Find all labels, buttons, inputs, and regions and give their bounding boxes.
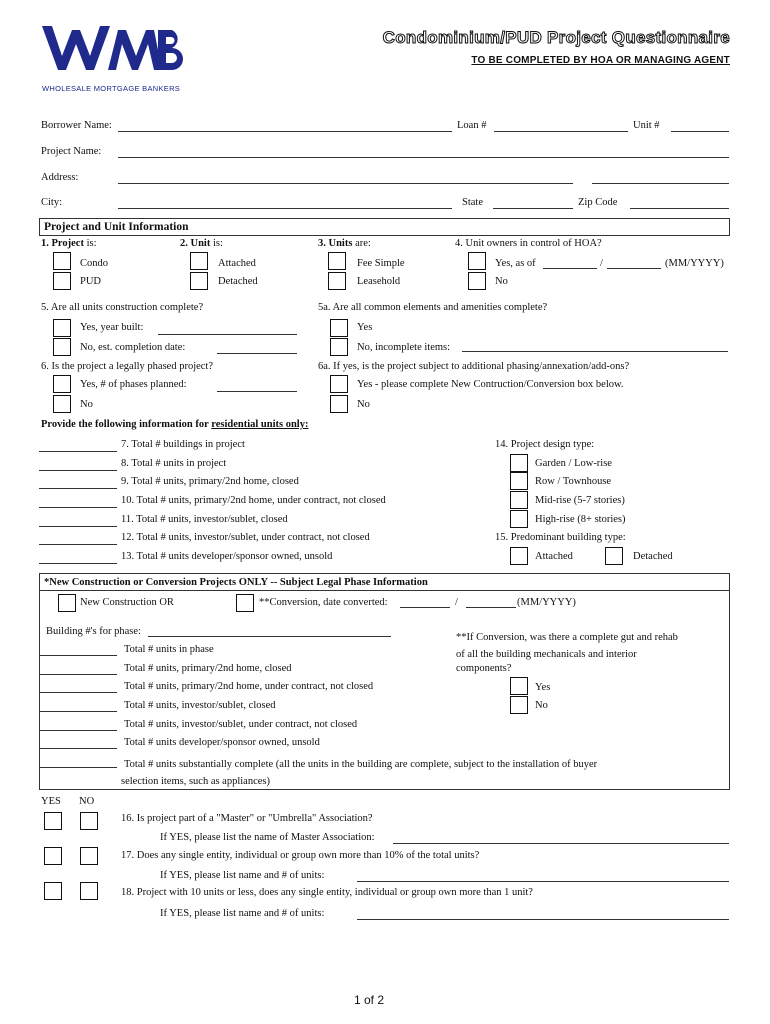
phase-row-3-field[interactable] xyxy=(40,692,117,693)
q2-detached-label: Detached xyxy=(218,276,258,287)
q6-no-checkbox[interactable] xyxy=(53,395,71,413)
loan-label: Loan # xyxy=(457,120,487,131)
q1-condo-checkbox[interactable] xyxy=(53,252,71,270)
q6-phases-field[interactable] xyxy=(217,391,297,392)
conversion-question-line1: **If Conversion, was there a complete gut and rehab xyxy=(456,632,678,643)
new-construction-checkbox[interactable] xyxy=(58,594,76,612)
address-field-2[interactable] xyxy=(592,183,729,184)
q4-no-label: No xyxy=(495,276,508,287)
q6-yes-checkbox[interactable] xyxy=(53,375,71,393)
q6a-yes-label: Yes - please complete New Contruction/Conversion box below. xyxy=(357,379,624,390)
phase-row-4-label: Total # units, investor/sublet, closed xyxy=(124,700,276,711)
q1-condo-label: Condo xyxy=(80,258,109,269)
q1-pud-checkbox[interactable] xyxy=(53,272,71,290)
q6a-no-checkbox[interactable] xyxy=(330,395,348,413)
total-13-field[interactable] xyxy=(39,563,117,564)
conversion-gut-yes-checkbox[interactable] xyxy=(510,677,528,695)
q14-garden-checkbox[interactable] xyxy=(510,454,528,472)
page-title: Condominium/PUD Project Questionnaire xyxy=(382,28,730,47)
unit-field[interactable] xyxy=(671,131,729,132)
borrower-name-label: Borrower Name: xyxy=(41,120,112,131)
page-subtitle: TO BE COMPLETED BY HOA OR MANAGING AGENT xyxy=(471,55,730,66)
zip-label: Zip Code xyxy=(578,197,618,208)
q5a-incomplete-items-field[interactable] xyxy=(462,351,728,352)
q4-year-field[interactable] xyxy=(607,268,661,269)
q15-detached-label: Detached xyxy=(633,551,673,562)
q5-yes-checkbox[interactable] xyxy=(53,319,71,337)
q14-row-checkbox[interactable] xyxy=(510,472,528,490)
q5a-yes-checkbox[interactable] xyxy=(330,319,348,337)
q5-no-label: No, est. completion date: xyxy=(80,342,186,353)
phase-row-1-label: Total # units in phase xyxy=(124,644,214,655)
phase-row-5-field[interactable] xyxy=(40,730,117,731)
q5-completion-date-field[interactable] xyxy=(217,353,297,354)
address-field[interactable] xyxy=(118,183,573,184)
total-13-label: 13. Total # units developer/sponsor owned, unsold xyxy=(121,551,333,562)
q16-no-checkbox[interactable] xyxy=(80,812,98,830)
unit-label: Unit # xyxy=(633,120,660,131)
wmb-logo-icon xyxy=(40,22,186,74)
q5-year-built-field[interactable] xyxy=(158,334,297,335)
building-numbers-label: Building #'s for phase: xyxy=(46,626,141,637)
conversion-question-line2: of all the building mechanicals and interior xyxy=(456,649,637,660)
q3-leasehold-label: Leasehold xyxy=(357,276,401,287)
phase-row-1-field[interactable] xyxy=(40,655,117,656)
logo-tagline: WHOLESALE MORTGAGE BANKERS xyxy=(42,84,181,93)
residential-instruction: Provide the following information for residential units only: xyxy=(41,419,309,430)
q15-label: 15. Predominant building type: xyxy=(495,532,626,543)
q17-sub-label: If YES, please list name and # of units: xyxy=(160,870,325,881)
total-7-label: 7. Total # buildings in project xyxy=(121,439,245,450)
q6a-yes-checkbox[interactable] xyxy=(330,375,348,393)
city-field[interactable] xyxy=(118,208,452,209)
q5a-label: 5a. Are all common elements and amenities complete? xyxy=(318,302,548,313)
q5-yes-label: Yes, year built: xyxy=(80,322,144,333)
page-number: 1 of 2 xyxy=(354,993,385,1007)
q14-row-label: Row / Townhouse xyxy=(535,476,612,487)
q14-label: 14. Project design type: xyxy=(495,439,595,450)
q5a-no-label: No, incomplete items: xyxy=(357,342,451,353)
q18-entity-field[interactable] xyxy=(357,919,729,920)
state-label: State xyxy=(462,197,483,208)
q18-no-checkbox[interactable] xyxy=(80,882,98,900)
conversion-gut-yes-label: Yes xyxy=(535,682,551,693)
total-7-field[interactable] xyxy=(39,451,117,452)
total-11-field[interactable] xyxy=(39,526,117,527)
conversion-checkbox[interactable] xyxy=(236,594,254,612)
new-construction-heading-divider xyxy=(39,590,730,591)
q14-midrise-label: Mid-rise (5-7 stories) xyxy=(535,495,625,506)
zip-field[interactable] xyxy=(630,208,729,209)
total-9-label: 9. Total # units, primary/2nd home, closed xyxy=(121,476,299,487)
phase-row-7-field[interactable] xyxy=(40,767,117,768)
q2-detached-checkbox[interactable] xyxy=(190,272,208,290)
q5a-no-checkbox[interactable] xyxy=(330,338,348,356)
q1-pud-label: PUD xyxy=(80,276,102,287)
loan-field[interactable] xyxy=(494,131,628,132)
phase-row-4-field[interactable] xyxy=(40,711,117,712)
building-numbers-field[interactable] xyxy=(148,636,391,637)
q17-no-checkbox[interactable] xyxy=(80,847,98,865)
conversion-year-field[interactable] xyxy=(466,607,516,608)
q4-month-field[interactable] xyxy=(543,268,597,269)
conversion-label: **Conversion, date converted: xyxy=(259,597,388,608)
project-name-field[interactable] xyxy=(118,157,729,158)
q17-label: 17. Does any single entity, individual or group own more than 10% of the total units? xyxy=(121,850,480,861)
no-column-header: NO xyxy=(79,796,95,807)
q4-format: (MM/YYYY) xyxy=(665,258,724,269)
city-label: City: xyxy=(41,197,63,208)
q18-sub-label: If YES, please list name and # of units: xyxy=(160,908,325,919)
q14-garden-label: Garden / Low-rise xyxy=(535,458,612,469)
project-name-label: Project Name: xyxy=(41,146,102,157)
q16-sub-label: If YES, please list the name of Master Association: xyxy=(160,832,375,843)
total-11-label: 11. Total # units, investor/sublet, closed xyxy=(121,514,288,525)
total-8-field[interactable] xyxy=(39,470,117,471)
q18-yes-checkbox[interactable] xyxy=(44,882,62,900)
phase-row-7-label: Total # units substantially complete (all the units in the building are complete, subject to the installation of buyer xyxy=(124,759,598,770)
q6-label: 6. Is the project a legally phased project? xyxy=(41,361,214,372)
q3-fee-simple-label: Fee Simple xyxy=(357,258,405,269)
phase-row-6-label: Total # units developer/sponsor owned, unsold xyxy=(124,737,320,748)
phase-row-7-continuation: selection items, such as appliances) xyxy=(121,776,270,787)
q15-attached-label: Attached xyxy=(535,551,573,562)
q4-no-checkbox[interactable] xyxy=(468,272,486,290)
q14-midrise-checkbox[interactable] xyxy=(510,491,528,509)
q16-master-association-field[interactable] xyxy=(393,843,729,844)
total-10-field[interactable] xyxy=(39,507,117,508)
q5-label: 5. Are all units construction complete? xyxy=(41,302,204,313)
q4-slash: / xyxy=(600,258,603,269)
phase-row-3-label: Total # units, primary/2nd home, under contract, not closed xyxy=(124,681,374,692)
address-label: Address: xyxy=(41,172,79,183)
phase-row-5-label: Total # units, investor/sublet, under contract, not closed xyxy=(124,719,358,730)
q15-detached-checkbox[interactable] xyxy=(605,547,623,565)
phase-row-6-field[interactable] xyxy=(40,748,117,749)
q3-fee-simple-checkbox[interactable] xyxy=(328,252,346,270)
q16-yes-checkbox[interactable] xyxy=(44,812,62,830)
q2-attached-label: Attached xyxy=(218,258,256,269)
conversion-format: (MM/YYYY) xyxy=(517,597,576,608)
total-12-field[interactable] xyxy=(39,544,117,545)
q2-attached-checkbox[interactable] xyxy=(190,252,208,270)
q4-yes-label: Yes, as of xyxy=(495,258,536,269)
q17-entity-field[interactable] xyxy=(357,881,729,882)
q3-leasehold-checkbox[interactable] xyxy=(328,272,346,290)
q5a-yes-label: Yes xyxy=(357,322,373,333)
q1-label: 1. Project is: xyxy=(41,238,97,249)
project-unit-heading: Project and Unit Information xyxy=(44,221,189,233)
q6-yes-label: Yes, # of phases planned: xyxy=(80,379,187,390)
q4-yes-checkbox[interactable] xyxy=(468,252,486,270)
q6a-label: 6a. If yes, is the project subject to additional phasing/annexation/add-ons? xyxy=(318,361,630,372)
new-construction-heading: *New Construction or Conversion Projects ONLY -- Subject Legal Phase Information xyxy=(44,577,428,588)
q18-label: 18. Project with 10 units or less, does any single entity, individual or group own more than 1 unit? xyxy=(121,887,533,898)
state-field[interactable] xyxy=(493,208,573,209)
total-9-field[interactable] xyxy=(39,488,117,489)
q16-label: 16. Is project part of a "Master" or "Umbrella" Association? xyxy=(121,813,373,824)
q15-attached-checkbox[interactable] xyxy=(510,547,528,565)
conversion-month-field[interactable] xyxy=(400,607,450,608)
q6-no-label: No xyxy=(80,399,93,410)
q4-label: 4. Unit owners in control of HOA? xyxy=(455,238,602,249)
logo xyxy=(40,22,190,97)
total-10-label: 10. Total # units, primary/2nd home, under contract, not closed xyxy=(121,495,386,506)
conversion-question-line3: components? xyxy=(456,663,512,674)
q2-label: 2. Unit is: xyxy=(180,238,223,249)
total-12-label: 12. Total # units, investor/sublet, under contract, not closed xyxy=(121,532,370,543)
phase-row-2-label: Total # units, primary/2nd home, closed xyxy=(124,663,292,674)
yes-column-header: YES xyxy=(41,796,61,807)
conversion-gut-no-checkbox[interactable] xyxy=(510,696,528,714)
q14-highrise-checkbox[interactable] xyxy=(510,510,528,528)
q5-no-checkbox[interactable] xyxy=(53,338,71,356)
phase-row-2-field[interactable] xyxy=(40,674,117,675)
total-8-label: 8. Total # units in project xyxy=(121,458,227,469)
new-construction-label: New Construction OR xyxy=(80,597,174,608)
q3-label: 3. Units are: xyxy=(318,238,371,249)
conversion-slash: / xyxy=(455,597,458,608)
q14-highrise-label: High-rise (8+ stories) xyxy=(535,514,626,525)
conversion-gut-no-label: No xyxy=(535,700,548,711)
borrower-name-field[interactable] xyxy=(118,131,452,132)
q6a-no-label: No xyxy=(357,399,370,410)
q17-yes-checkbox[interactable] xyxy=(44,847,62,865)
